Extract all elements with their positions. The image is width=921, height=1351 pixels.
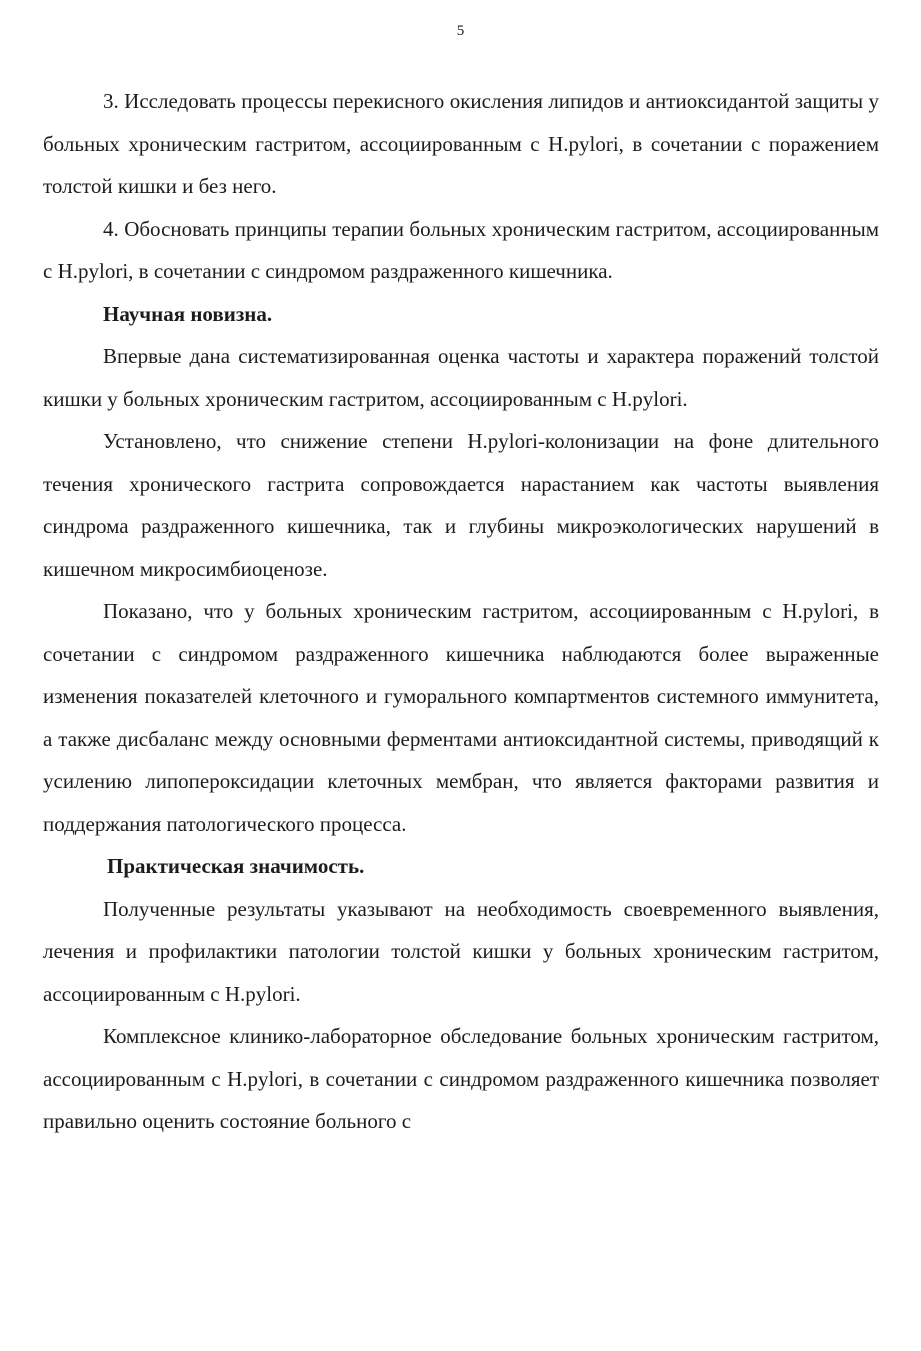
paragraph-practical-1: Полученные результаты указывают на необходимость своевременного выявления, лечения и профилактики патологии толстой кишки у больных хроническим гастритом, ассоциированным с H.pylori. [43, 896, 879, 1006]
heading-scientific-novelty: Научная новизна. [103, 301, 273, 326]
paragraph-task-3: 3. Исследовать процессы перекисного окисления липидов и антиоксидантой защиты у больных хроническим гастритом, ассоциированным с H.pylori, в сочетании с поражением толстой кишки и без него. [43, 89, 879, 198]
paragraph-novelty-3: Показано, что у больных хроническим гастритом, ассоциированным с H.pylori, в сочетании с синдромом раздраженного кишечника наблюдаются более выраженные изменения показателей клеточного и гуморального компартментов системного иммунитета, а также дисбаланс между основными ферментами антиоксидантной системы, приводящий к усилению липопероксидации клеточных мембран, что является факторами развития и поддержания патологического процесса. [43, 599, 879, 836]
page-number: 5 [456, 23, 465, 39]
paragraph-novelty-2: Установлено, что снижение степени H.pylori-колонизации на фоне длительного течения хронического гастрита сопровождается нарастанием как частоты выявления синдрома раздраженного кишечника, так и глубины микроэкологических нарушений в кишечном микросимбиоценозе. [43, 429, 879, 581]
document-body [43, 80, 879, 1143]
paragraph-novelty-1: Впервые дана систематизированная оценка частоты и характера поражений толстой кишки у больных хроническим гастритом, ассоциированным с H.pylori. [43, 344, 879, 411]
heading-practical-significance: Практическая значимость. [107, 854, 365, 878]
paragraph-task-4: 4. Обосновать принципы терапии больных хроническим гастритом, ассоциированным с H.pylori, в сочетании с синдромом раздраженного кишечника. [43, 216, 879, 283]
paragraph-practical-2: Комплексное клинико-лабораторное обследование больных хроническим гастритом, ассоциированным с H.pylori, в сочетании с синдромом раздраженного кишечника позволяет правильно оценить состояние больного с [43, 1024, 879, 1133]
